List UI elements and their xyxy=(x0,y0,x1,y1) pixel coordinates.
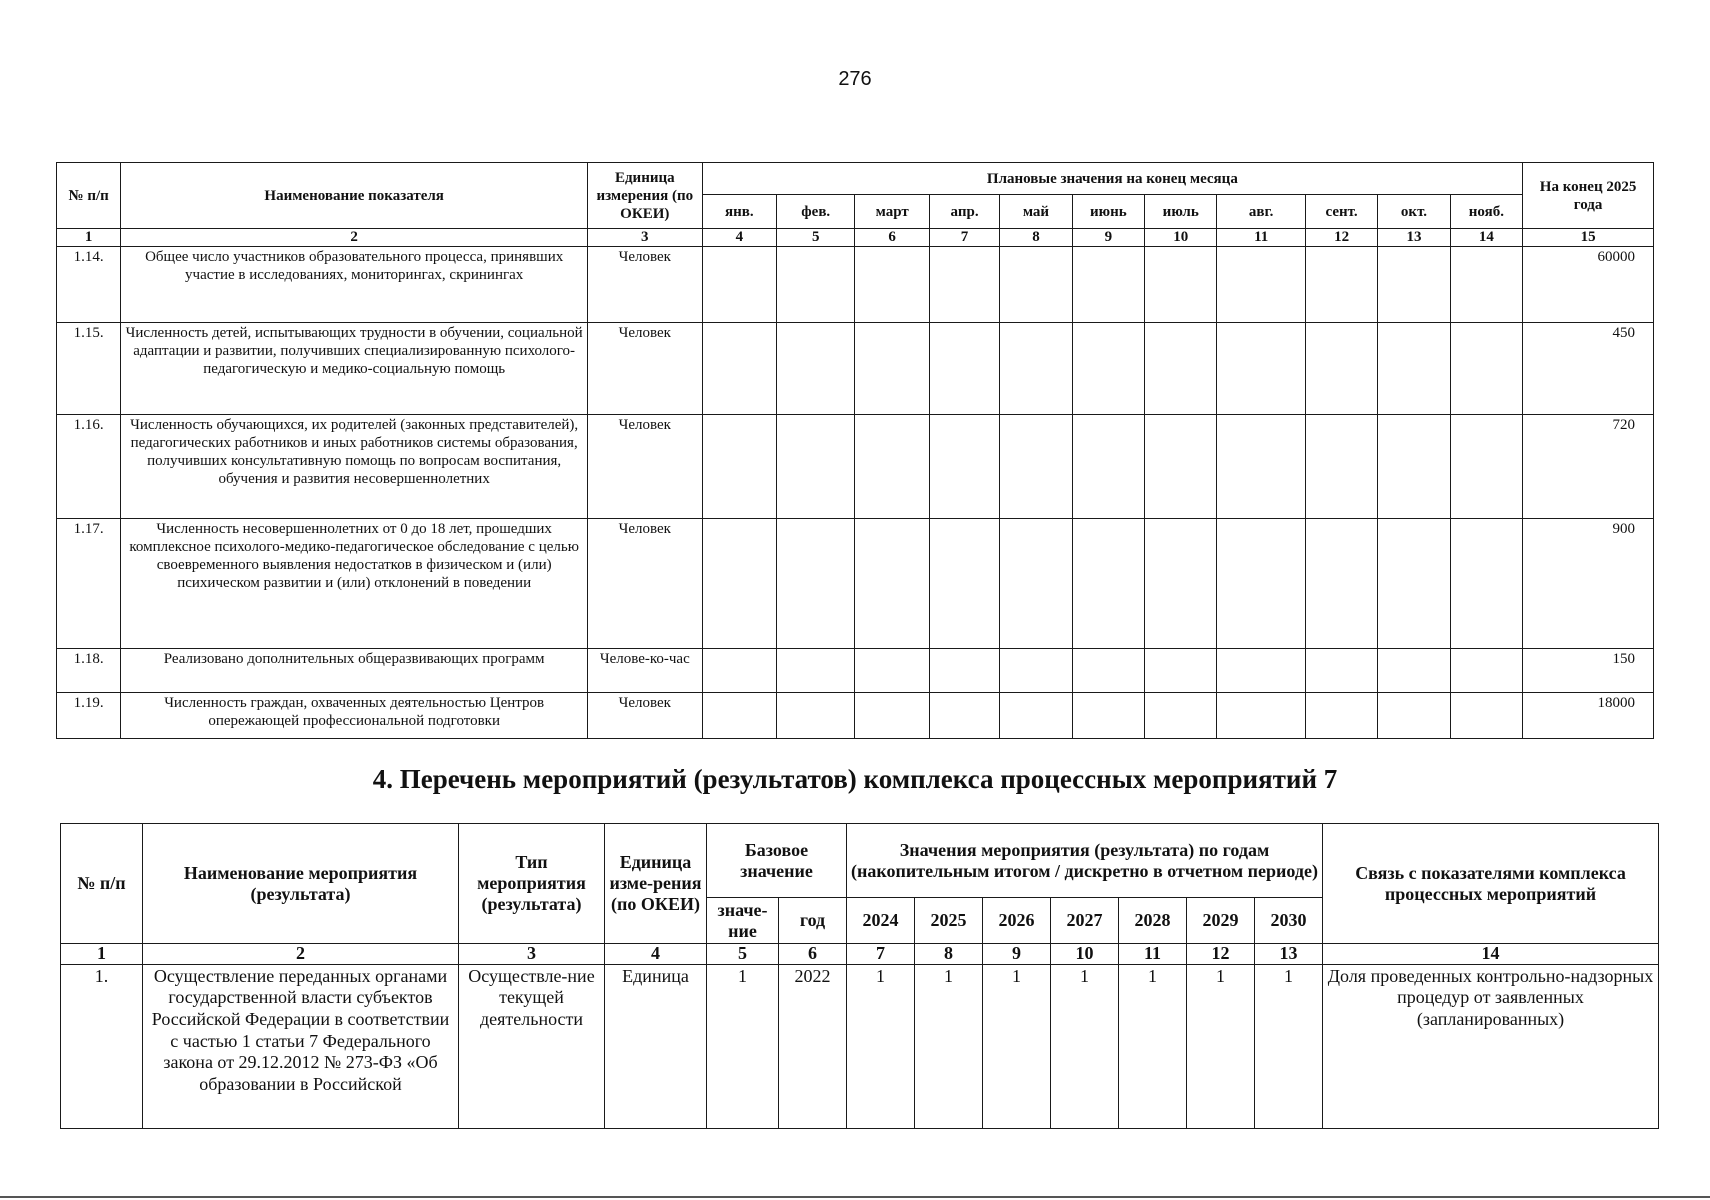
year-header: 2025 xyxy=(915,898,983,944)
month-value-cell xyxy=(1072,519,1144,649)
month-header: авг. xyxy=(1217,195,1305,229)
header-num: № п/п xyxy=(57,163,121,229)
month-value-cell xyxy=(1000,415,1072,519)
year-header: 2029 xyxy=(1187,898,1255,944)
month-value-cell xyxy=(1378,693,1450,739)
base-value: 1 xyxy=(707,964,779,1128)
month-value-cell xyxy=(929,415,999,519)
month-value-cell xyxy=(1072,693,1144,739)
column-number: 11 xyxy=(1119,944,1187,965)
year-header: 2024 xyxy=(847,898,915,944)
column-number: 1 xyxy=(61,944,143,965)
header-num: № п/п xyxy=(61,824,143,944)
unit-cell: Челове-ко-час xyxy=(587,649,702,693)
month-value-cell xyxy=(702,519,776,649)
month-value-cell xyxy=(1378,247,1450,323)
year-value: 1 xyxy=(983,964,1051,1128)
unit-cell: Человек xyxy=(587,247,702,323)
column-number: 6 xyxy=(855,229,929,247)
column-number: 10 xyxy=(1145,229,1217,247)
row-number: 1.15. xyxy=(57,323,121,415)
month-value-cell xyxy=(1145,323,1217,415)
activity-type: Осуществле-ние текущей деятельности xyxy=(459,964,605,1128)
month-header: окт. xyxy=(1378,195,1450,229)
month-value-cell xyxy=(855,415,929,519)
linked-indicator: Доля проведенных контрольно-надзорных процедур от заявленных (запланированных) xyxy=(1323,964,1659,1128)
column-number: 8 xyxy=(915,944,983,965)
month-value-cell xyxy=(1305,323,1377,415)
month-value-cell xyxy=(1450,519,1522,649)
month-value-cell xyxy=(855,693,929,739)
header-final-2025: На конец 2025 года xyxy=(1523,163,1654,229)
month-value-cell xyxy=(855,519,929,649)
month-value-cell xyxy=(1145,415,1217,519)
year-value: 1 xyxy=(1051,964,1119,1128)
month-value-cell xyxy=(855,247,929,323)
column-number: 12 xyxy=(1187,944,1255,965)
column-number: 9 xyxy=(983,944,1051,965)
column-number: 3 xyxy=(587,229,702,247)
month-value-cell xyxy=(1378,415,1450,519)
column-number: 5 xyxy=(777,229,855,247)
month-value-cell xyxy=(777,519,855,649)
column-number: 14 xyxy=(1450,229,1522,247)
month-value-cell xyxy=(1217,415,1305,519)
month-value-cell xyxy=(1450,649,1522,693)
table-row xyxy=(57,415,1654,519)
month-value-cell xyxy=(1450,247,1522,323)
activities-table xyxy=(60,823,1659,1129)
final-value: 18000 xyxy=(1523,693,1654,739)
month-value-cell xyxy=(1305,693,1377,739)
year-value: 1 xyxy=(1119,964,1187,1128)
indicator-name: Численность несовершеннолетних от 0 до 18 лет, прошедших комплексное психолого-медико-педагогическое обследование с целью своевременного выявления недостатков в физическом и (или) психическом развитии и (или) отклонений в поведении xyxy=(121,519,588,649)
month-value-cell xyxy=(777,649,855,693)
month-value-cell xyxy=(1145,649,1217,693)
year-value: 1 xyxy=(1187,964,1255,1128)
row-number: 1.16. xyxy=(57,415,121,519)
month-header: янв. xyxy=(702,195,776,229)
month-value-cell xyxy=(1378,649,1450,693)
indicator-name: Численность детей, испытывающих трудности в обучении, социальной адаптации и развитии, получивших специализированную психолого-педагогическую и медико-социальную помощь xyxy=(121,323,588,415)
month-value-cell xyxy=(1305,415,1377,519)
section-title: 4. Перечень мероприятий (результатов) комплекса процессных мероприятий 7 xyxy=(372,764,1338,794)
scan-edge xyxy=(0,1196,1710,1198)
indicator-name: Реализовано дополнительных общеразвивающих программ xyxy=(121,649,588,693)
row-number: 1.18. xyxy=(57,649,121,693)
header-base-year: год xyxy=(779,898,847,944)
month-value-cell xyxy=(1450,415,1522,519)
column-number: 8 xyxy=(1000,229,1072,247)
table-row xyxy=(57,519,1654,649)
column-number: 4 xyxy=(702,229,776,247)
column-number: 7 xyxy=(929,229,999,247)
month-value-cell xyxy=(1450,693,1522,739)
month-header: май xyxy=(1000,195,1072,229)
column-number: 12 xyxy=(1305,229,1377,247)
column-number: 2 xyxy=(143,944,459,965)
final-value: 60000 xyxy=(1523,247,1654,323)
activity-name: Осуществление переданных органами государственной власти субъектов Российской Федерации в соответствии с частью 1 статьи 7 Федерального закона от 29.12.2012 № 273-ФЗ «Об образовании в Российской xyxy=(143,964,459,1128)
row-number: 1.17. xyxy=(57,519,121,649)
month-value-cell xyxy=(855,323,929,415)
header-unit: Единица изме-рения (по ОКЕИ) xyxy=(605,824,707,944)
month-value-cell xyxy=(929,649,999,693)
month-value-cell xyxy=(1305,247,1377,323)
table-row xyxy=(57,649,1654,693)
base-year: 2022 xyxy=(779,964,847,1128)
year-header: 2030 xyxy=(1255,898,1323,944)
month-value-cell xyxy=(702,415,776,519)
month-header: июль xyxy=(1145,195,1217,229)
month-header: фев. xyxy=(777,195,855,229)
row-number: 1. xyxy=(61,964,143,1128)
month-value-cell xyxy=(702,693,776,739)
month-value-cell xyxy=(1072,247,1144,323)
month-value-cell xyxy=(1378,519,1450,649)
month-value-cell xyxy=(777,415,855,519)
indicator-name: Численность граждан, охваченных деятельностью Центров опережающей профессиональной подготовки xyxy=(121,693,588,739)
column-number: 13 xyxy=(1255,944,1323,965)
column-number: 11 xyxy=(1217,229,1305,247)
month-value-cell xyxy=(1000,323,1072,415)
indicator-name: Общее число участников образовательного процесса, принявших участие в исследованиях, мониторингах, скринингах xyxy=(121,247,588,323)
month-value-cell xyxy=(1072,415,1144,519)
table-row xyxy=(57,323,1654,415)
month-value-cell xyxy=(855,649,929,693)
month-value-cell xyxy=(929,247,999,323)
year-header: 2028 xyxy=(1119,898,1187,944)
year-value: 1 xyxy=(1255,964,1323,1128)
month-value-cell xyxy=(1072,649,1144,693)
row-number: 1.19. xyxy=(57,693,121,739)
column-number: 1 xyxy=(57,229,121,247)
month-value-cell xyxy=(1378,323,1450,415)
month-value-cell xyxy=(1000,649,1072,693)
month-value-cell xyxy=(1145,693,1217,739)
unit-cell: Человек xyxy=(587,415,702,519)
month-value-cell xyxy=(777,323,855,415)
column-number: 2 xyxy=(121,229,588,247)
header-base-val: значе-ние xyxy=(707,898,779,944)
table-row xyxy=(61,964,1659,1128)
column-number: 6 xyxy=(779,944,847,965)
month-value-cell xyxy=(1305,649,1377,693)
month-value-cell xyxy=(1450,323,1522,415)
header-base-value: Базовое значение xyxy=(707,824,847,898)
month-value-cell xyxy=(1145,519,1217,649)
final-value: 720 xyxy=(1523,415,1654,519)
month-value-cell xyxy=(777,693,855,739)
month-header: нояб. xyxy=(1450,195,1522,229)
column-number: 14 xyxy=(1323,944,1659,965)
column-number: 13 xyxy=(1378,229,1450,247)
header-planned-values: Плановые значения на конец месяца xyxy=(702,163,1523,195)
month-value-cell xyxy=(777,247,855,323)
row-number: 1.14. xyxy=(57,247,121,323)
column-number: 9 xyxy=(1072,229,1144,247)
column-number: 15 xyxy=(1523,229,1654,247)
month-header: апр. xyxy=(929,195,999,229)
month-header: июнь xyxy=(1072,195,1144,229)
indicators-table xyxy=(56,162,1654,739)
table-row xyxy=(57,693,1654,739)
unit-cell: Человек xyxy=(587,693,702,739)
year-value: 1 xyxy=(847,964,915,1128)
month-value-cell xyxy=(702,247,776,323)
column-number: 5 xyxy=(707,944,779,965)
month-value-cell xyxy=(1217,649,1305,693)
month-value-cell xyxy=(1217,519,1305,649)
header-activity-type: Тип мероприятия (результата) xyxy=(459,824,605,944)
month-value-cell xyxy=(929,323,999,415)
month-value-cell xyxy=(1000,519,1072,649)
month-value-cell xyxy=(929,519,999,649)
column-number: 4 xyxy=(605,944,707,965)
year-value: 1 xyxy=(915,964,983,1128)
column-number: 10 xyxy=(1051,944,1119,965)
month-value-cell xyxy=(1072,323,1144,415)
header-link: Связь с показателями комплекса процессных мероприятий xyxy=(1323,824,1659,944)
month-value-cell xyxy=(1145,247,1217,323)
month-value-cell xyxy=(929,693,999,739)
month-value-cell xyxy=(1217,693,1305,739)
final-value: 450 xyxy=(1523,323,1654,415)
month-value-cell xyxy=(702,323,776,415)
column-number: 3 xyxy=(459,944,605,965)
month-value-cell xyxy=(702,649,776,693)
final-value: 150 xyxy=(1523,649,1654,693)
month-value-cell xyxy=(1217,323,1305,415)
unit-cell: Человек xyxy=(587,323,702,415)
year-header: 2026 xyxy=(983,898,1051,944)
month-header: март xyxy=(855,195,929,229)
month-value-cell xyxy=(1000,693,1072,739)
month-value-cell xyxy=(1217,247,1305,323)
header-activity-name: Наименование мероприятия (результата) xyxy=(143,824,459,944)
month-value-cell xyxy=(1000,247,1072,323)
column-number: 7 xyxy=(847,944,915,965)
unit-cell: Единица xyxy=(605,964,707,1128)
indicator-name: Численность обучающихся, их родителей (законных представителей), педагогических работников и иных работников системы образования, получивших консультативную помощь по вопросам воспитания, обучения и развития несовершеннолетних xyxy=(121,415,588,519)
header-indicator-name: Наименование показателя xyxy=(121,163,588,229)
month-header: сент. xyxy=(1305,195,1377,229)
header-unit: Единица измерения (по ОКЕИ) xyxy=(587,163,702,229)
unit-cell: Человек xyxy=(587,519,702,649)
header-values-by-year: Значения мероприятия (результата) по годам (накопительным итогом / дискретно в отчетном периоде) xyxy=(847,824,1323,898)
month-value-cell xyxy=(1305,519,1377,649)
year-header: 2027 xyxy=(1051,898,1119,944)
page-number: 276 xyxy=(838,68,872,90)
final-value: 900 xyxy=(1523,519,1654,649)
table-row xyxy=(57,247,1654,323)
